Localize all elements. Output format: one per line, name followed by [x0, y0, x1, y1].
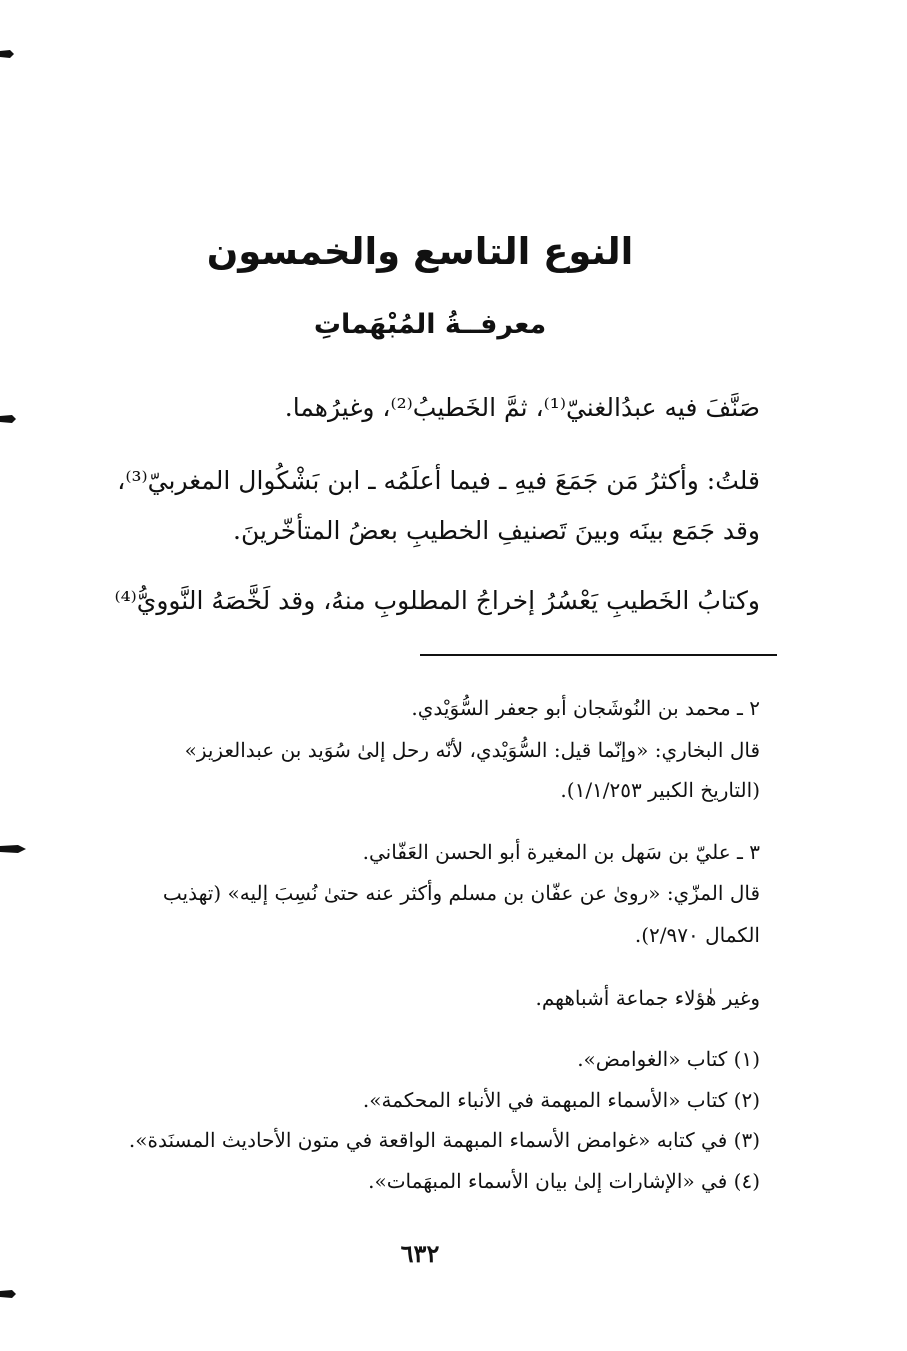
chapter-subtitle: معرفــةُ المُبْهَماتِ: [313, 309, 547, 340]
chapter-title: النوع التاسع والخمسون: [206, 230, 634, 273]
footnote: (١) كتاب «الغوامض».: [577, 1047, 760, 1071]
editor-note-line: ٣ ـ عليّ بن سَهل بن المغيرة أبو الحسن العَفّاني.: [362, 840, 760, 864]
body-line: وقد جَمَع بينَه وبينَ تَصنيفِ الخطيبِ بعضُ المتأخّرينَ.: [233, 516, 760, 545]
footnote: (٤) في «الإشارات إلىٰ بيان الأسماء المبهَمات».: [368, 1169, 760, 1193]
body-line: قلتُ: وأكثرُ مَن جَمَعَ فيهِ ـ فيما أعلَمُه ـ ابن بَشْكُوال المغربيّ⁽³⁾،: [117, 466, 760, 495]
body-line: وكتابُ الخَطيبِ يَعْسُرُ إخراجُ المطلوبِ منهُ، وقد لَخَّصَهُ النَّوويُّ⁽⁴⁾: [114, 586, 760, 615]
editor-note-line: (التاريخ الكبير ١/١/٢٥٣).: [560, 778, 760, 802]
editor-note-line: قال البخاري: «وإنّما قيل: السُّوَيْدي، لأنّه رحل إلىٰ سُوَيد بن عبدالعزيز»: [184, 738, 760, 762]
editor-note-line: الكمال ٢/٩٧٠).: [634, 923, 760, 947]
margin-mark-icon: [0, 414, 18, 424]
footnote: (٢) كتاب «الأسماء المبهمة في الأنباء المحكمة».: [362, 1088, 760, 1112]
footnote-divider: [420, 654, 777, 656]
body-line: صَنَّفَ فيه عبدُالغنيّ⁽¹⁾، ثمَّ الخَطيبُ⁽²⁾، وغيرُهما.: [284, 393, 760, 422]
editor-note-line: وغير هٰؤلاء جماعة أشباههم.: [535, 986, 760, 1010]
margin-mark-icon: [0, 49, 18, 59]
editor-note-line: ٢ ـ محمد بن النُوشَجان أبو جعفر السُّوَيْدي.: [411, 696, 760, 720]
margin-mark-icon: [0, 843, 26, 853]
page-number: ٦٣٢: [400, 1239, 440, 1268]
margin-mark-icon: [0, 1289, 18, 1299]
editor-note-line: قال المزّي: «روىٰ عن عفّان بن مسلم وأكثر عنه حتىٰ نُسِبَ إليه» (تهذيب: [162, 881, 760, 905]
footnote: (٣) في كتابه «غوامض الأسماء المبهمة الواقعة في متون الأحاديث المسنَدة».: [128, 1128, 760, 1152]
